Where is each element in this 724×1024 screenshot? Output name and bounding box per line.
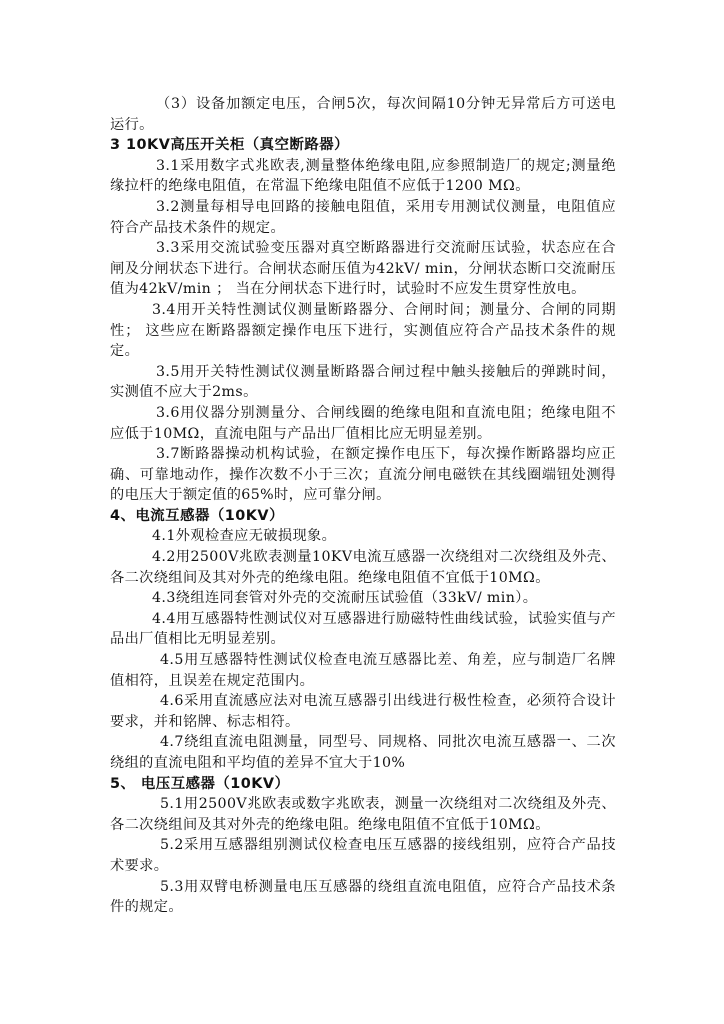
paragraph-5-2: 5.2采用互感器组别测试仪检查电压互感器的接线组别，应符合产品技术要求。 (110, 837, 616, 874)
paragraph-4-5: 4.5用互感器特性测试仪检查电流互感器比差、角差，应与制造厂名牌值相符，且误差在规定范围内。 (110, 652, 616, 689)
section-heading-4: 4、电流互感器（10KV） (110, 507, 284, 524)
paragraph-4-7: 4.7绕组直流电阻测量，同型号、同规格、同批次电流互感器一、二次绕组的直流电阻和平均值的差异不宜大于10% (110, 734, 616, 771)
paragraph-4-3: 4.3绕组连同套管对外壳的交流耐压试验值（33kV/ min）。 (152, 590, 538, 607)
paragraph-5-3: 5.3用双臂电桥测量电压互感器的绕组直流电阻值，应符合产品技术条件的规定。 (110, 878, 616, 916)
paragraph-3-3: 3.3采用交流试验变压器对真空断路器进行交流耐压试验，状态应在合闸及分闸状态下进行。合闸状态耐压值为42kV/ min，分闸状态断口交流耐压值为42kV/min ； 当在分闸状态下进行时，试验时不应发生贯穿性放电。 (110, 240, 616, 298)
paragraph-3-6: 3.6用仪器分别测量分、合闸线圈的绝缘电阻和直流电阻；绝缘电阻不应低于10MΩ，直流电阻与产品出厂值相比应无明显差别。 (110, 404, 616, 442)
paragraph-4-2: 4.2用2500V兆欧表测量10KV电流互感器一次绕组对二次绕组及外壳、各二次绕组间及其对外壳的绝缘电阻。绝缘电阻值不宜低于10MΩ。 (110, 549, 616, 586)
paragraph-3-7: 3.7断路器操动机构试验，在额定操作电压下，每次操作断路器均应正确、可靠地动作，操作次数不小于三次；直流分闸电磁铁在其线圈端钮处测得的电压大于额定值的65%时，应可靠分闸。 (110, 446, 616, 504)
paragraph-3-1: 3.1采用数字式兆欧表,测量整体绝缘电阻,应参照制造厂的规定;测量绝缘拉杆的绝缘电阻值，在常温下绝缘电阻值不应低于1200 MΩ。 (110, 157, 616, 195)
document-body (110, 94, 616, 918)
paragraph-4-6: 4.6采用直流感应法对电流互感器引出线进行极性检查，必须符合设计要求，并和铭牌、标志相符。 (110, 693, 616, 730)
section-heading-5: 5、 电压互感器（10KV） (110, 775, 290, 792)
paragraph-3-5: 3.5用开关特性测试仪测量断路器合闸过程中触头接触后的弹跳时间，实测值不应大于2ms。 (110, 363, 616, 401)
section-heading-3: 3 10KV高压开关柜（真空断路器） (110, 137, 350, 154)
paragraph-3-2: 3.2测量每相导电回路的接触电阻值，采用专用测试仪测量，电阻值应符合产品技术条件的规定。 (110, 198, 616, 236)
paragraph-5-1: 5.1用2500V兆欧表或数字兆欧表，测量一次绕组对二次绕组及外壳、各二次绕组间及其对外壳的绝缘电阻。绝缘电阻值不宜低于10MΩ。 (110, 796, 616, 833)
paragraph-4-1: 4.1外观检查应无破损现象。 (152, 528, 337, 545)
paragraph-intro: （3）设备加额定电压，合闸5次，每次间隔10分钟无异常后方可送电运行。 (110, 96, 616, 133)
paragraph-3-4: 3.4用开关特性测试仪测量断路器分、合闸时间；测量分、合闸的同期性； 这些应在断路器额定操作电压下进行，实测值应符合产品技术条件的规定。 (110, 301, 616, 360)
paragraph-4-4: 4.4用互感器特性测试仪对互感器进行励磁特性曲线试验，试验实值与产品出厂值相比无明显差别。 (110, 610, 616, 648)
